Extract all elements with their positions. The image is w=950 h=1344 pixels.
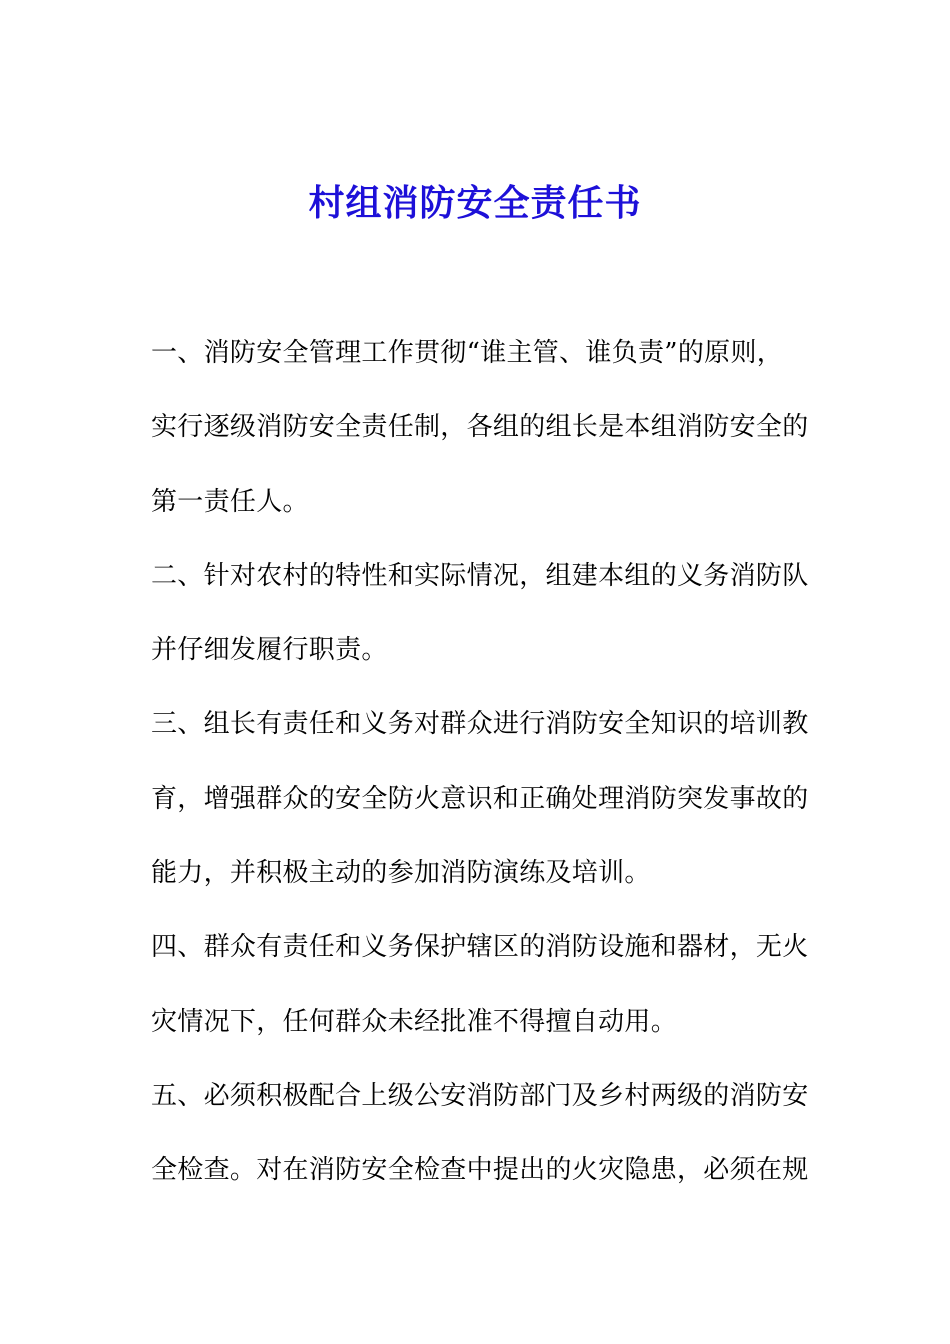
document-body xyxy=(151,326,809,1218)
body-line-3: 第一责任人。 xyxy=(151,486,309,517)
body-line-2: 实行逐级消防安全责任制，各组的组长是本组消防安全的 xyxy=(151,412,809,443)
body-line-6: 三、组长有责任和义务对群众进行消防安全知识的培训教 xyxy=(151,709,809,740)
body-line-11: 五、必须积极配合上级公安消防部门及乡村两级的消防安 xyxy=(151,1080,809,1111)
body-line-4: 二、针对农村的特性和实际情况，组建本组的义务消防队 xyxy=(151,560,809,591)
body-line-10: 灾情况下，任何群众未经批准不得擅自动用。 xyxy=(151,1006,678,1037)
document-title: 村组消防安全责任书 xyxy=(308,182,642,224)
body-line-8: 能力，并积极主动的参加消防演练及培训。 xyxy=(151,858,651,889)
body-line-9: 四、群众有责任和义务保护辖区的消防设施和器材，无火 xyxy=(151,932,809,963)
body-line-12: 全检查。对在消防安全检查中提出的火灾隐患，必须在规 xyxy=(151,1155,809,1186)
body-line-5: 并仔细发履行职责。 xyxy=(151,635,388,666)
body-line-1: 一、消防安全管理工作贯彻“谁主管、谁负责”的原则， xyxy=(151,338,784,368)
body-line-7: 育，增强群众的安全防火意识和正确处理消防突发事故的 xyxy=(151,783,809,814)
